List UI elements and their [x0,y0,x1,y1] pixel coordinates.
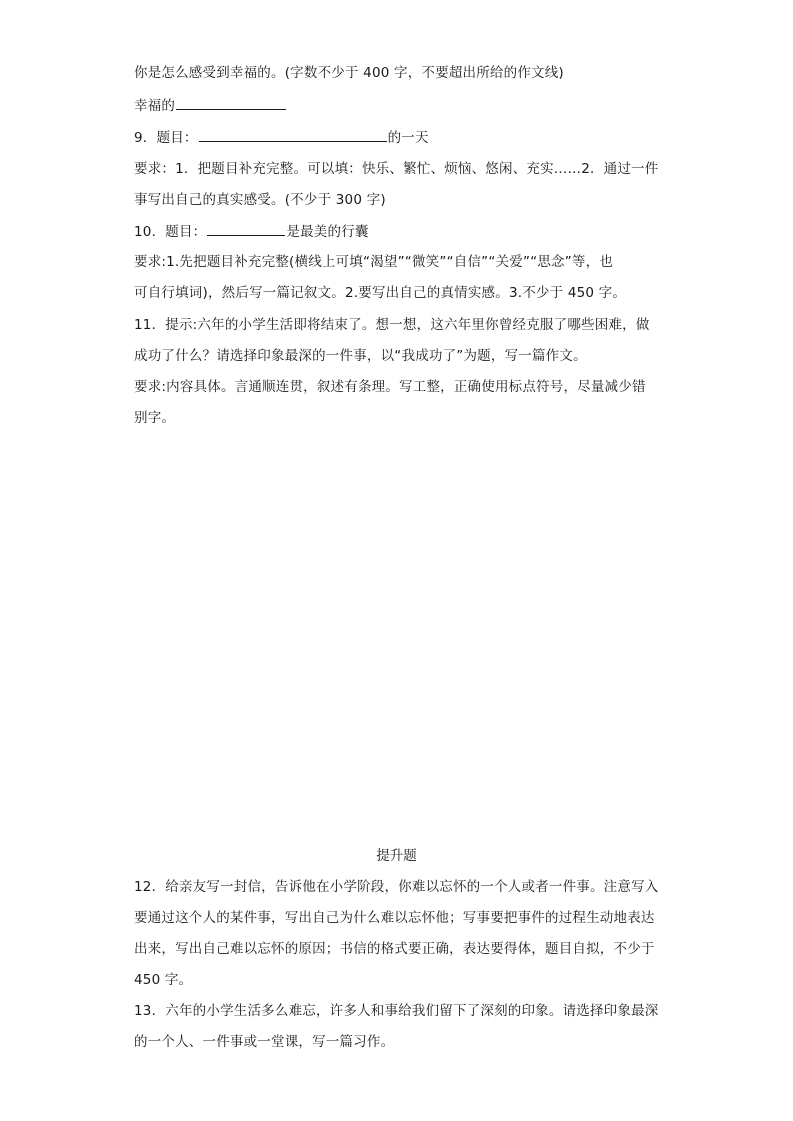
q8-fill-blank [176,95,286,110]
q9-title-suffix: 的一天 [387,130,429,146]
q12-line-2: 要通过这个人的某件事，写出自己为什么难以忘怀他；写事要把事件的过程生动地表达 [134,910,655,926]
q12-line-3: 出来，写出自己难以忘怀的原因；书信的格式要正确，表达要得体，题目自拟，不少于 [134,941,655,957]
q13-line-1: 13．六年的小学生活多么难忘，许多人和事给我们留下了深刻的印象。请选择印象最深 [134,1003,659,1019]
q10-title-suffix: 是最美的行囊 [286,224,369,240]
q13-line-2: 的一个人、一件事或一堂课，写一篇习作。 [134,1034,395,1050]
q10-requirement-line-1: 要求:1.先把题目补充完整(横线上可填“渴望”“微笑”“自信”“关爱”“思念”等，也 [134,254,614,270]
q10-fill-blank [207,221,285,236]
q8-line-2 [134,95,674,116]
q8-title-prefix: 幸福的 [134,98,176,114]
q9-requirement-line-1: 要求：1．把题目补充完整。可以填：快乐、繁忙、烦恼、悠闲、充实……2．通过一件 [134,161,659,177]
q9-title-prefix: 9．题目： [134,130,198,146]
q11-line-2: 成功了什么？请选择印象最深的一件事，以“我成功了”为题，写一篇作文。 [134,348,587,364]
q8-line-1: 你是怎么感受到幸福的。(字数不少于 400 字，不要超出所给的作文线) [134,65,564,81]
q12-line-1: 12．给亲友写一封信，告诉他在小学阶段，你难以忘怀的一个人或者一件事。注意写入 [134,879,659,895]
q10-requirement-line-2: 可自行填词)，然后写一篇记叙文。2.要写出自己的真情实感。3.不少于 450 字。 [134,285,627,301]
q10-title [134,221,674,242]
q10-title-prefix: 10．题目： [134,224,207,240]
q12-line-4: 450 字。 [134,972,193,988]
q9-requirement-line-2: 事写出自己的真实感受。(不少于 300 字) [134,192,386,208]
section-title: 提升题 [376,848,417,864]
q9-title [134,127,674,148]
q11-requirement-line-1: 要求:内容具体。言通顺连贯，叙述有条理。写工整，正确使用标点符号，尽量减少错 [134,379,646,395]
q9-fill-blank [199,127,387,142]
q11-requirement-line-2: 别字。 [134,410,176,426]
q11-line-1: 11．提示:六年的小学生活即将结束了。想一想，这六年里你曾经克服了哪些困难，做 [134,317,650,333]
